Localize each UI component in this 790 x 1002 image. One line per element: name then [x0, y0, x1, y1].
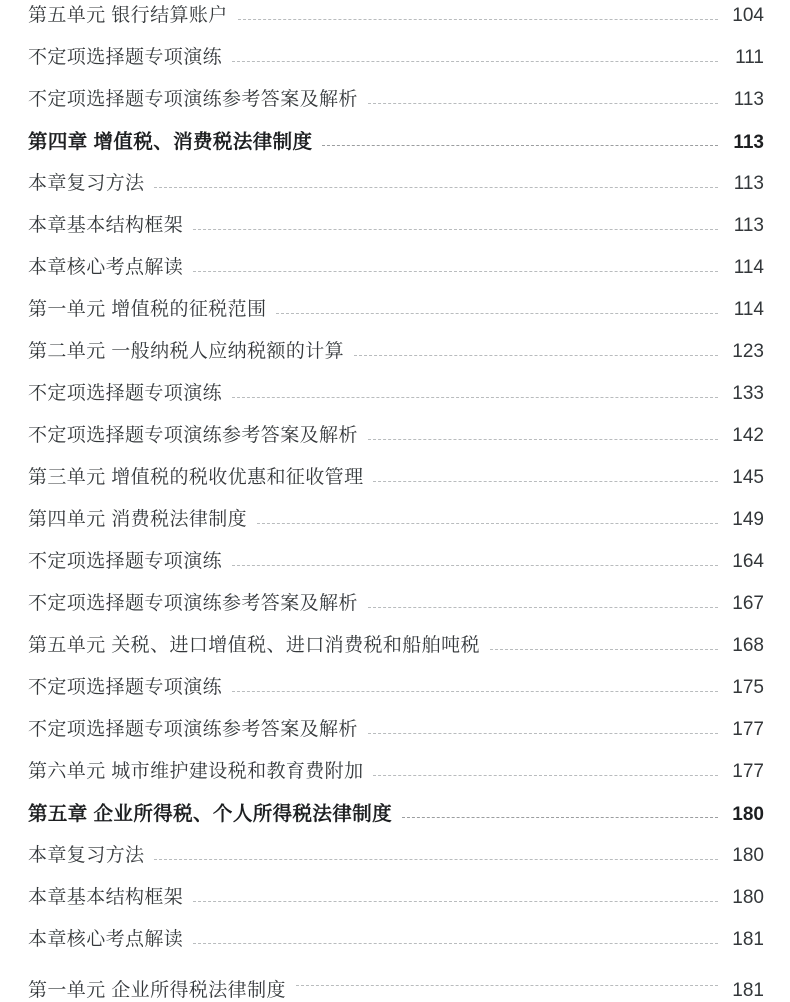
toc-leader-dots: [232, 396, 718, 398]
toc-entry-label: 不定项选择题专项演练参考答案及解析: [28, 425, 358, 446]
toc-entry-label: 不定项选择题专项演练: [28, 677, 223, 698]
toc-entry-page-number: 113: [733, 173, 764, 194]
toc-entry-label: 本章基本结构框架: [28, 215, 184, 236]
toc-leader-dots: [368, 606, 718, 608]
toc-entry-row[interactable]: [28, 756, 764, 798]
toc-entry-label: 第一单元 增值税的征税范围: [28, 299, 267, 320]
toc-entry-row[interactable]: [28, 672, 764, 714]
toc-entry-label: 第四单元 消费税法律制度: [28, 509, 248, 530]
toc-entry-label: 不定项选择题专项演练: [28, 551, 223, 572]
toc-entry-label: 本章核心考点解读: [28, 257, 184, 278]
toc-entry-page-number: 177: [732, 761, 764, 782]
toc-entry-label: 第三单元 增值税的税收优惠和征收管理: [28, 467, 364, 488]
toc-leader-dots: [354, 354, 718, 356]
toc-leader-dots: [296, 984, 718, 986]
toc-entry-row[interactable]: [28, 210, 764, 252]
toc-leader-dots: [193, 900, 718, 902]
toc-entry-label: 第二单元 一般纳税人应纳税额的计算: [28, 341, 345, 362]
toc-leader-dots: [368, 438, 718, 440]
toc-leader-dots: [232, 60, 718, 62]
toc-entry-label: 第六单元 城市维护建设税和教育费附加: [28, 761, 364, 782]
toc-chapter-row[interactable]: [28, 126, 764, 168]
toc-entry-row[interactable]: [28, 294, 764, 336]
toc-entry-label: 第一单元 企业所得税法律制度: [28, 980, 286, 1001]
toc-entry-page-number: 142: [732, 425, 764, 446]
toc-entry-label: 第五单元 银行结算账户: [28, 5, 228, 26]
toc-leader-dots: [276, 312, 718, 314]
toc-entry-page-number: 180: [732, 845, 764, 866]
toc-entry-page-number: 180: [732, 887, 764, 908]
toc-entry-row[interactable]: [28, 504, 764, 546]
toc-leader-dots: [232, 690, 718, 692]
toc-leader-dots: [154, 186, 718, 188]
toc-entry-row[interactable]: [28, 966, 764, 1001]
toc-entry-page-number: 149: [732, 509, 764, 530]
toc-entry-page-number: 177: [732, 719, 764, 740]
toc-entry-row[interactable]: [28, 588, 764, 630]
toc-entry-row[interactable]: [28, 924, 764, 966]
toc-leader-dots: [193, 942, 718, 944]
toc-leader-dots: [402, 816, 718, 818]
toc-entry-label: 不定项选择题专项演练参考答案及解析: [28, 719, 358, 740]
toc-entry-row[interactable]: [28, 42, 764, 84]
toc-entry-page-number: 175: [732, 677, 764, 698]
toc-entry-row[interactable]: [28, 252, 764, 294]
toc-entry-page-number: 113: [733, 132, 764, 153]
toc-entry-label: 本章基本结构框架: [28, 887, 184, 908]
toc-entry-row[interactable]: [28, 378, 764, 420]
toc-entry-page-number: 114: [733, 257, 764, 278]
toc-entry-label: 不定项选择题专项演练参考答案及解析: [28, 593, 358, 614]
toc-chapter-row[interactable]: [28, 798, 764, 840]
toc-leader-dots: [154, 858, 718, 860]
toc-entry-page-number: 113: [733, 89, 764, 110]
toc-entry-page-number: 145: [732, 467, 764, 488]
toc-entry-page-number: 168: [732, 635, 764, 656]
toc-entry-row[interactable]: [28, 462, 764, 504]
toc-leader-dots: [193, 228, 718, 230]
toc-entry-row[interactable]: [28, 840, 764, 882]
toc-entry-row[interactable]: [28, 420, 764, 462]
toc-leader-dots: [490, 648, 718, 650]
toc-leader-dots: [368, 102, 718, 104]
toc-entry-row[interactable]: [28, 546, 764, 588]
toc-entry-page-number: 180: [732, 804, 764, 825]
toc-entry-page-number: 123: [732, 341, 764, 362]
toc-entry-label: 第五单元 关税、进口增值税、进口消费税和船舶吨税: [28, 635, 480, 656]
toc-leader-dots: [373, 480, 718, 482]
toc-entry-page-number: 164: [732, 551, 764, 572]
toc-entry-row[interactable]: [28, 168, 764, 210]
toc-entry-label: 本章核心考点解读: [28, 929, 184, 950]
toc-leader-dots: [322, 144, 718, 146]
toc-entry-label: 本章复习方法: [28, 845, 145, 866]
toc-entry-page-number: 167: [732, 593, 764, 614]
toc-entry-label: 第四章 增值税、消费税法律制度: [28, 131, 313, 153]
toc-entry-row[interactable]: [28, 882, 764, 924]
toc-entry-label: 本章复习方法: [28, 173, 145, 194]
toc-entry-page-number: 181: [732, 929, 764, 950]
toc-entry-row[interactable]: [28, 630, 764, 672]
toc-entry-label: 不定项选择题专项演练: [28, 47, 223, 68]
toc-entry-label: 不定项选择题专项演练: [28, 383, 223, 404]
toc-entry-row[interactable]: [28, 336, 764, 378]
toc-entry-label: 不定项选择题专项演练参考答案及解析: [28, 89, 358, 110]
toc-leader-dots: [238, 18, 718, 20]
toc-entry-page-number: 104: [732, 5, 764, 26]
toc-leader-dots: [232, 564, 718, 566]
toc-leader-dots: [368, 732, 718, 734]
toc-entry-page-number: 181: [732, 980, 764, 1001]
toc-entry-label: 第五章 企业所得税、个人所得税法律制度: [28, 803, 393, 825]
toc-entry-page-number: 114: [733, 299, 764, 320]
toc-leader-dots: [193, 270, 718, 272]
toc-entry-row[interactable]: [28, 84, 764, 126]
toc-entry-page-number: 133: [732, 383, 764, 404]
toc-entry-row[interactable]: [28, 714, 764, 756]
toc-entry-page-number: 113: [733, 215, 764, 236]
toc-entry-page-number: 111: [735, 47, 764, 68]
toc-leader-dots: [373, 774, 718, 776]
toc-entry-row[interactable]: [28, 0, 764, 42]
toc-leader-dots: [257, 522, 718, 524]
